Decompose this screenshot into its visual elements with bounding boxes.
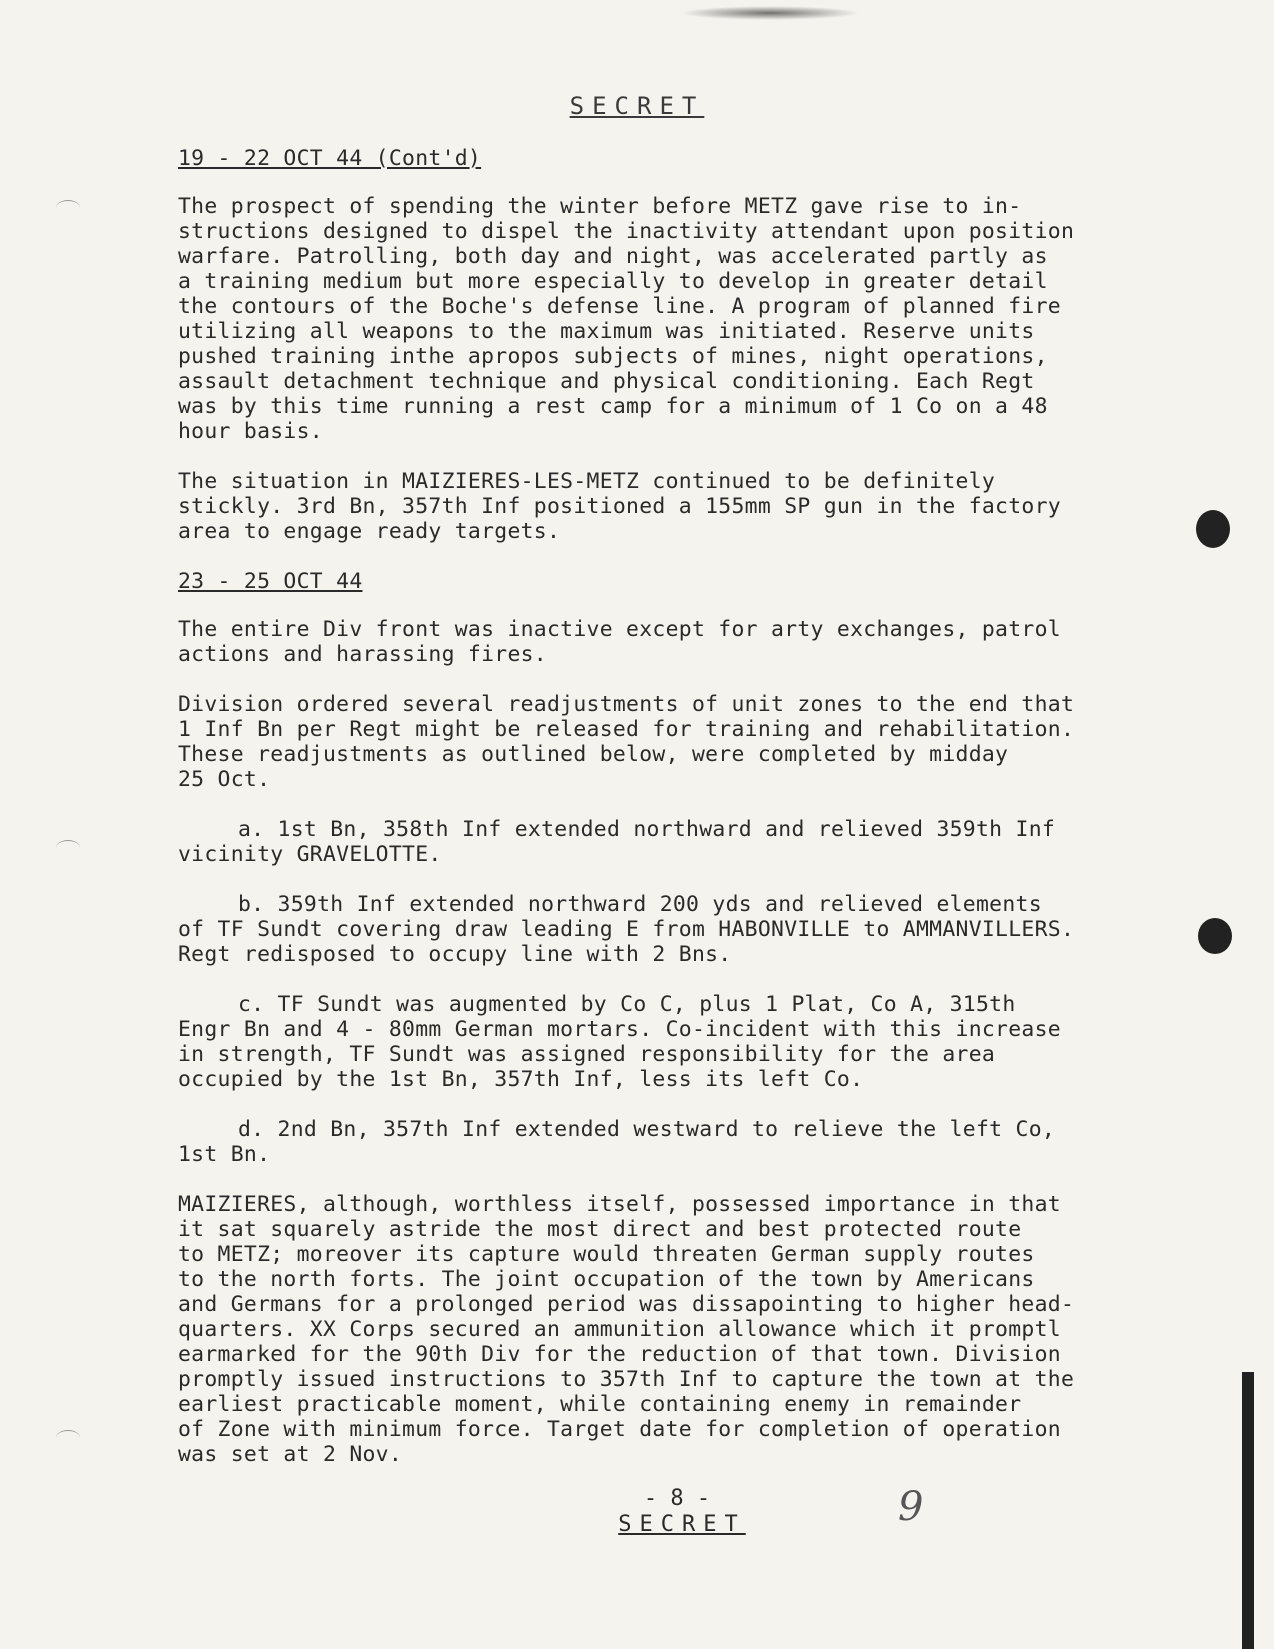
- paragraph-maizieres-situation: The situation in MAIZIERES-LES-METZ continued to be definitely stickly. 3rd Bn, 357th Inf positioned a 155mm SP gun in the factory area to engage ready targets.: [178, 469, 1061, 544]
- header-classification: SECRET: [569, 92, 705, 120]
- hole-punch-mark: [56, 200, 80, 215]
- section-heading-23-25-oct: 23 - 25 OCT 44: [178, 569, 363, 594]
- paragraph-readjustments: Division ordered several readjustments of unit zones to the end that 1 Inf Bn per Regt might be released for training and rehabilitation. These readjustments as outlined below, were completed by midday 25 Oct.: [178, 692, 1075, 792]
- document-body: [178, 146, 1198, 1492]
- scan-edge-shadow: [1242, 1372, 1254, 1649]
- list-item-c: c. TF Sundt was augmented by Co C, plus 1 Plat, Co A, 315th Engr Bn and 4 - 80mm German mortars. Co-incident with this increase in strength, TF Sundt was assigned responsibility for the area occupied by the 1st Bn, 357th Inf, less its left Co.: [178, 992, 1061, 1092]
- page-footer: [0, 1486, 1274, 1538]
- list-item-a: a. 1st Bn, 358th Inf extended northward and relieved 359th Inf vicinity GRAVELOTTE.: [178, 817, 1056, 867]
- hole-punch-mark: [56, 840, 80, 855]
- list-item-b: b. 359th Inf extended northward 200 yds and relieved elements of TF Sundt covering draw leading E from HABONVILLE to AMMANVILLERS. Regt redisposed to occupy line with 2 Bns.: [178, 892, 1075, 967]
- handwritten-page-number: 9: [898, 1484, 924, 1530]
- footer-classification: SECRET: [618, 1512, 746, 1537]
- paragraph-div-front-inactive: The entire Div front was inactive except for arty exchanges, patrol actions and harassing fires.: [178, 617, 1061, 667]
- ink-blot: [1196, 510, 1230, 548]
- section-heading-19-22-oct: 19 - 22 OCT 44 (Cont'd): [178, 146, 482, 171]
- list-item-d: d. 2nd Bn, 357th Inf extended westward to relieve the left Co, 1st Bn.: [178, 1117, 1056, 1167]
- page-number: - 8 -: [643, 1486, 711, 1511]
- scan-smudge: [680, 6, 860, 20]
- paragraph-maizieres-importance: MAIZIERES, although, worthless itself, possessed importance in that it sat squarely astride the most direct and best protected route to METZ; moreover its capture would threaten German supply routes to the north forts. The joint occupation of the town by Americans and Germans for a prolonged period was dissapointing to higher head- quarters. XX Corps secured an ammunition allowance which it promptl earmarked for the 90th Div for the reduction of that town. Division promptly issued instructions to 357th Inf to capture the town at the earliest practicable moment, while containing enemy in remainder of Zone with minimum force. Target date for completion of operation was set at 2 Nov.: [178, 1192, 1075, 1467]
- ink-blot: [1198, 918, 1232, 954]
- hole-punch-mark: [56, 1430, 80, 1445]
- paragraph-winter-instructions: The prospect of spending the winter before METZ gave rise to in- structions designed to dispel the inactivity attendant upon position warfare. Patrolling, both day and night, was accelerated partly as a training medium but more especially to develop in greater detail the contours of the Boche's defense line. A program of planned fire utilizing all weapons to the maximum was initiated. Reserve units pushed training inthe apropos subjects of mines, night operations, assault detachment technique and physical conditioning. Each Regt was by this time running a rest camp for a minimum of 1 Co on a 48 hour basis.: [178, 194, 1075, 444]
